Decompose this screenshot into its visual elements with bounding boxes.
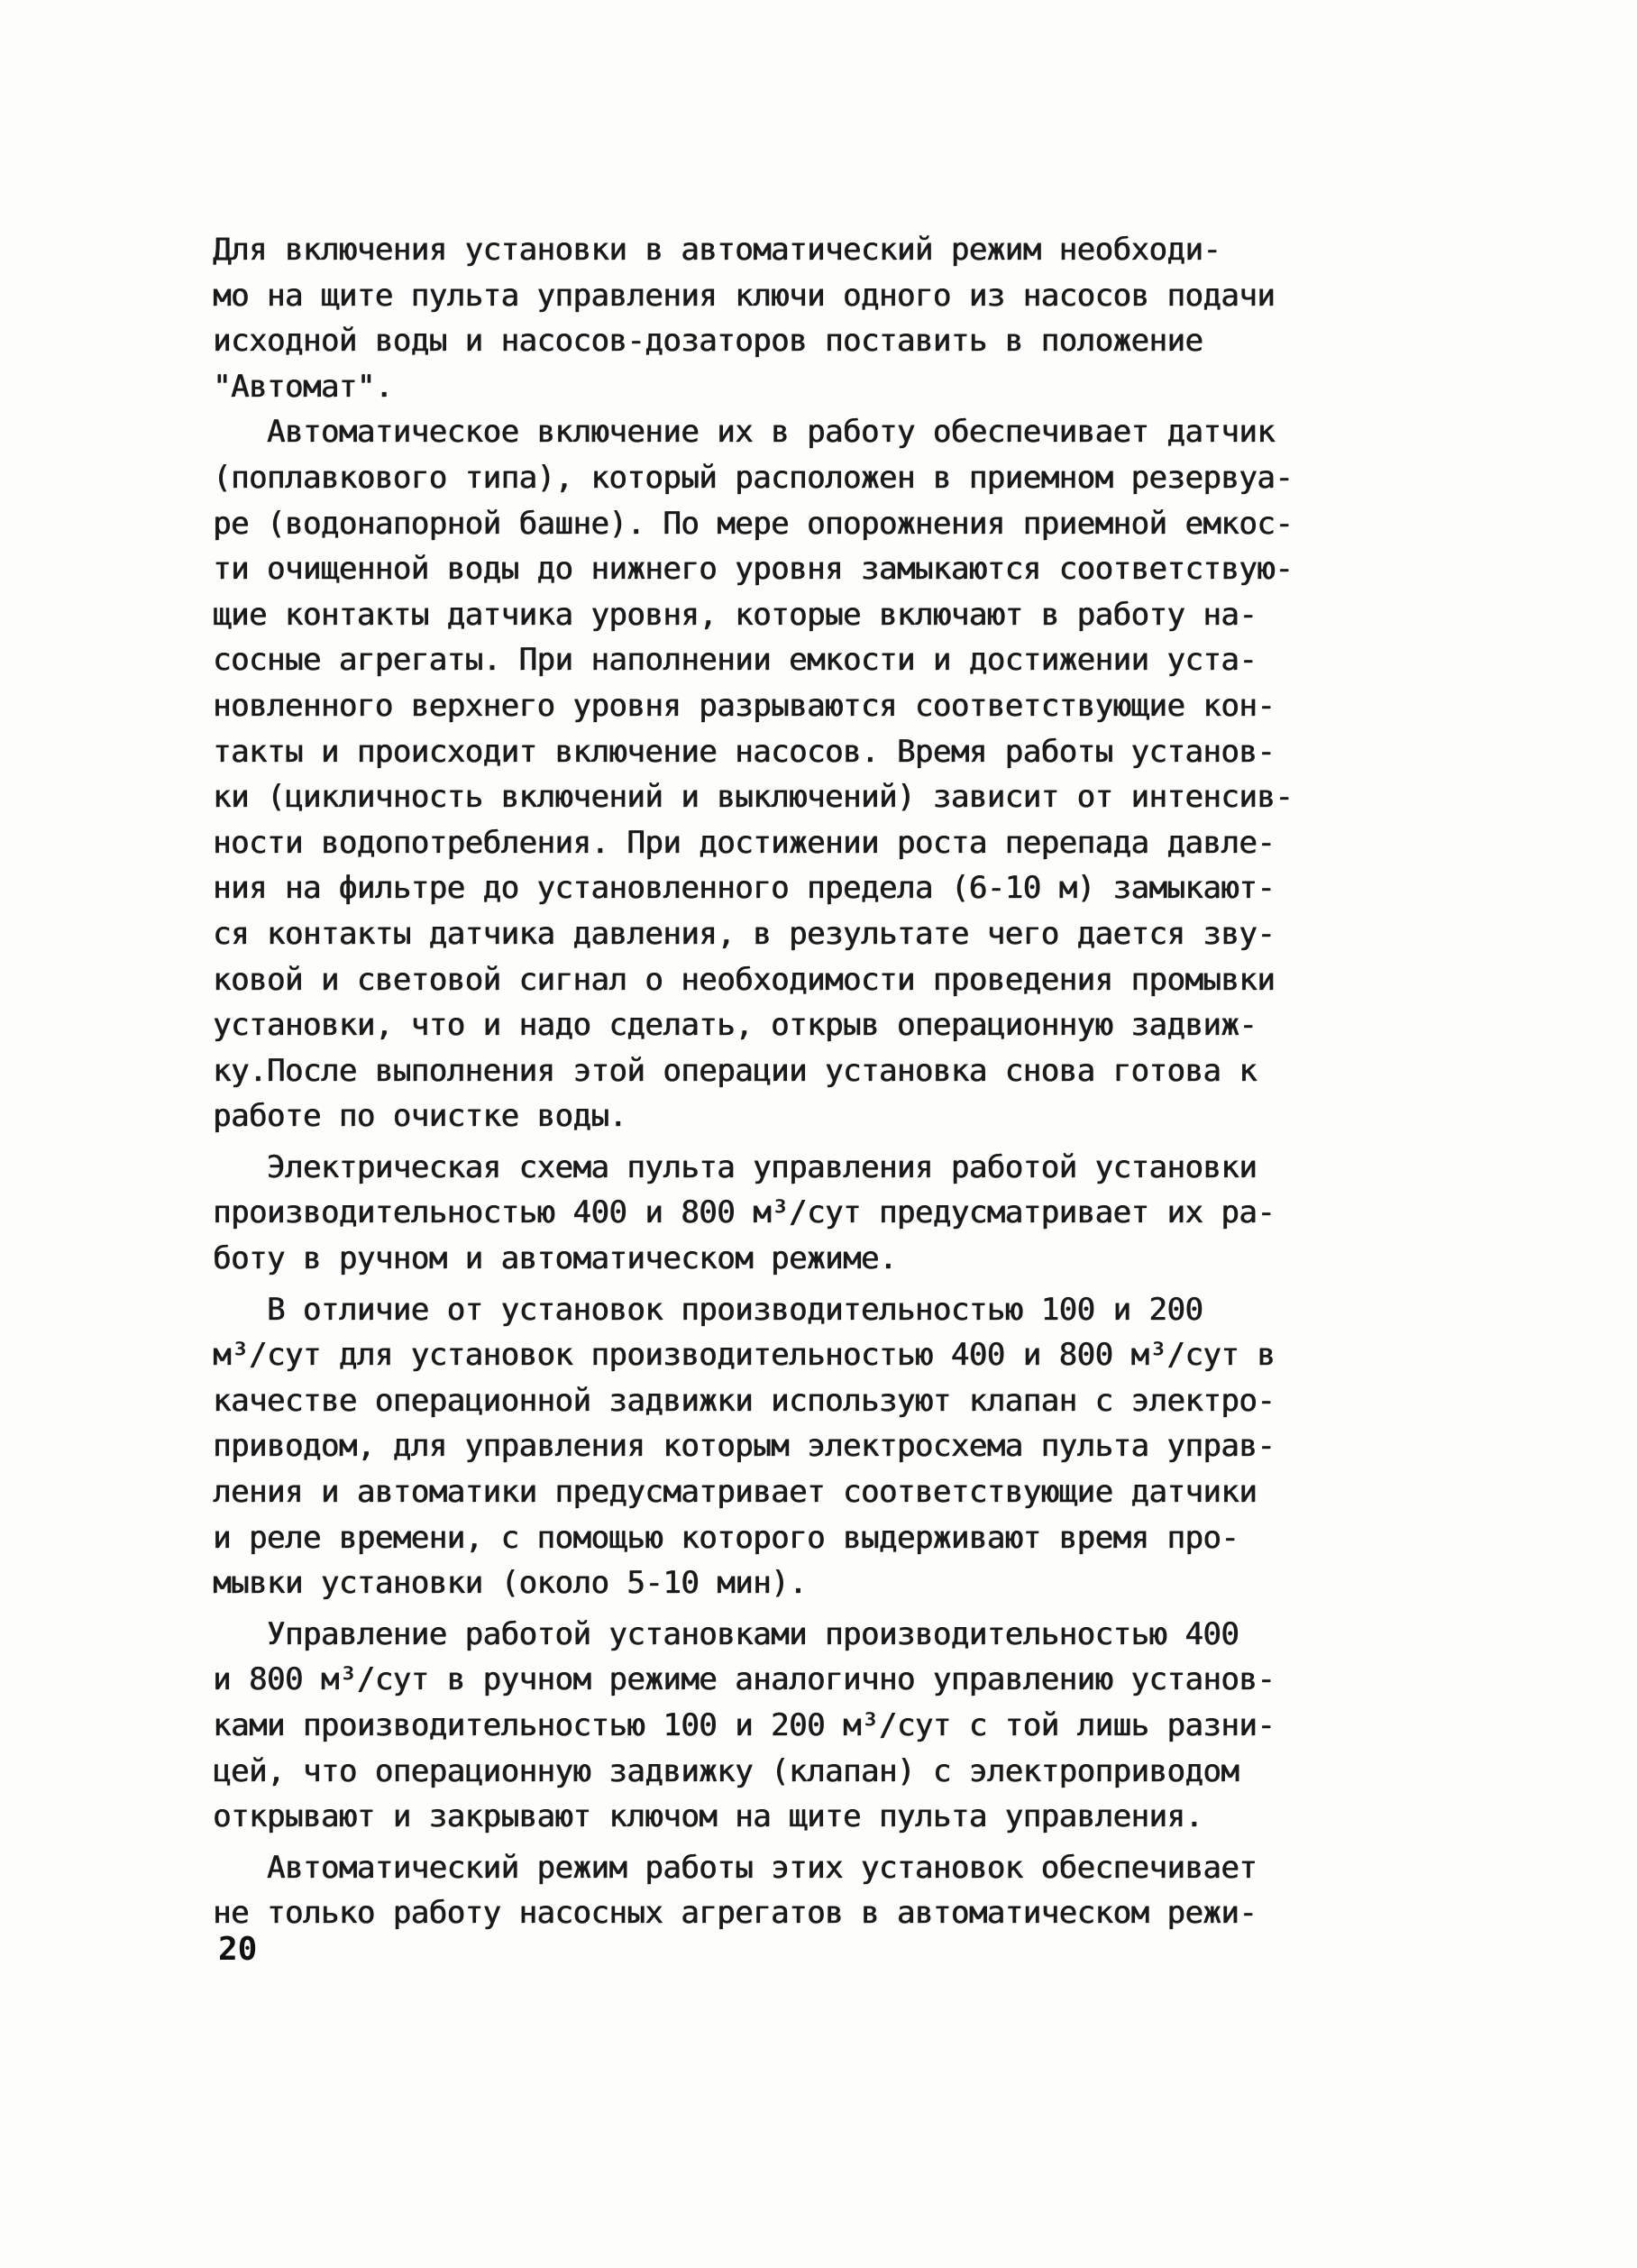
text-line: открывают и закрывают ключом на щите пульта управления. (213, 1798, 1203, 1835)
text-line: исходной воды и насосов-дозаторов поставить в положение (213, 323, 1203, 360)
text-line: Для включения установки в автоматический режим необходи- (213, 232, 1221, 268)
text-line: ти очищенной воды до нижнего уровня замыкаются соответствую- (213, 551, 1294, 588)
text-line: Автоматическое включение их в работу обеспечивает датчик (213, 414, 1276, 451)
text-line: "Автомат". (213, 368, 393, 405)
text-line: (поплавкового типа), который расположен в приемном резервуа- (213, 459, 1294, 496)
text-line: ками производительностью 100 и 200 м³/сут с той лишь разни- (213, 1707, 1276, 1743)
text-line: качестве операционной задвижки используют клапан с электро- (213, 1382, 1276, 1419)
text-line: и 800 м³/сут в ручном режиме аналогично управлению установ- (213, 1661, 1276, 1698)
text-line: производительностью 400 и 800 м³/сут предусматривает их ра- (213, 1194, 1276, 1231)
text-line: ки (цикличность включений и выключений) зависит от интенсив- (213, 779, 1294, 816)
body-text (213, 227, 1340, 1936)
text-line: сосные агрегаты. При наполнении емкости и достижении уста- (213, 642, 1257, 679)
text-line: ности водопотребления. При достижении роста перепада давле- (213, 824, 1276, 861)
text-line: не только работу насосных агрегатов в автоматическом режи- (213, 1895, 1257, 1932)
text-line: цей, что операционную задвижку (клапан) с электроприводом (213, 1752, 1239, 1789)
text-line: Управление работой установками производительностью 400 (213, 1615, 1239, 1652)
text-line: щие контакты датчика уровня, которые включают в работу на- (213, 596, 1257, 633)
text-line: новленного верхнего уровня разрываются соответствующие кон- (213, 687, 1276, 724)
page-number: 20 (218, 1931, 258, 1968)
text-line: Электрическая схема пульта управления работой установки (213, 1148, 1257, 1185)
text-line: В отличие от установок производительностью 100 и 200 (213, 1291, 1203, 1328)
text-line: такты и происходит включение насосов. Время работы установ- (213, 733, 1276, 770)
text-line: ре (водонапорной башне). По мере опорожнения приемной емкос- (213, 505, 1294, 542)
text-line: ния на фильтре до установленного предела (6-10 м) замыкают- (213, 870, 1276, 907)
text-line: ся контакты датчика давления, в результате чего дается зву- (213, 915, 1276, 952)
text-line: мо на щите пульта управления ключи одного из насосов подачи (213, 277, 1276, 314)
text-line: ковой и световой сигнал о необходимости проведения промывки (213, 961, 1276, 998)
text-line: и реле времени, с помощью которого выдерживают время про- (213, 1519, 1239, 1556)
text-line: ления и автоматики предусматривает соответствующие датчики (213, 1474, 1257, 1511)
text-line: ку.После выполнения этой операции установка снова готова к (213, 1052, 1257, 1089)
text-line: работе по очистке воды. (213, 1098, 627, 1135)
text-line: боту в ручном и автоматическом режиме. (213, 1240, 897, 1277)
text-line: мывки установки (около 5-10 мин). (213, 1565, 808, 1602)
text-line: приводом, для управления которым электросхема пульта управ- (213, 1428, 1276, 1465)
text-line: Автоматический режим работы этих установок обеспечивает (213, 1849, 1257, 1886)
text-line: м³/сут для установок производительностью 400 и 800 м³/сут в (213, 1337, 1276, 1374)
text-line: установки, что и надо сделать, открыв операционную задвиж- (213, 1007, 1257, 1044)
